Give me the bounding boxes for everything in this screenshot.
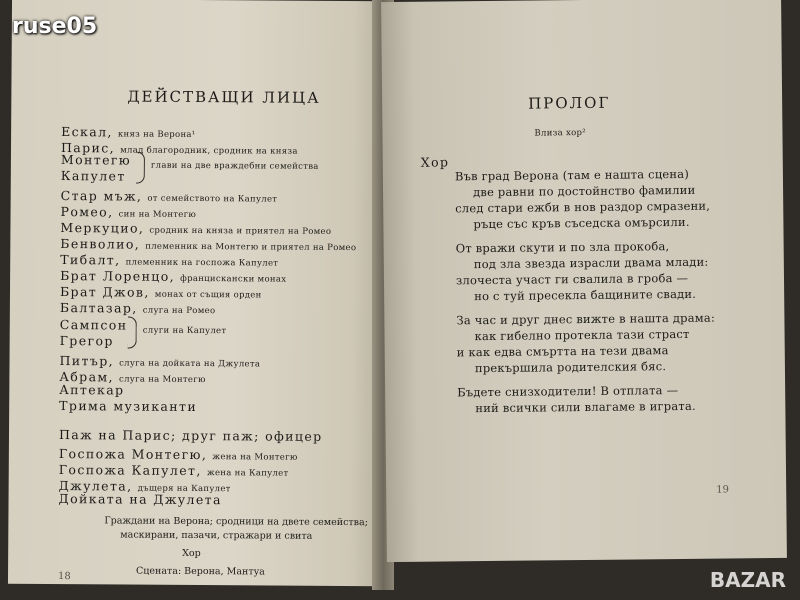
citizens-line: маскирани, пазачи, стражари и свита: [120, 529, 313, 542]
character-row: Аптекар: [59, 382, 125, 398]
verse-line: две равни по достойнство фамилии: [473, 182, 696, 200]
left-page: [8, 0, 384, 586]
character-row: Госпожа Монтегю, жена на Монтегю: [58, 446, 298, 463]
page-number-left: 18: [57, 571, 71, 583]
verse-line: злочеста участ ги свалила в гроба —: [455, 270, 689, 288]
verse-line: Във град Верона (там е нашта сцена): [454, 166, 690, 184]
character-row: Меркуцио, сродник на княза и приятел на Ромео: [60, 220, 332, 237]
right-page: [381, 0, 787, 562]
character-row: Капулет: [60, 168, 126, 184]
verse-line: От вражи скути и по зла прокоба,: [455, 239, 670, 256]
character-row: Питър, слуга на дойката на Джулета: [59, 353, 261, 370]
character-row: Дойката на Джулета: [58, 491, 222, 508]
brace-label-heads: глави на две враждебни семейства: [150, 160, 319, 172]
brace-servants: [128, 317, 137, 349]
character-row: Госпожа Капулет, жена на Капулет: [58, 462, 289, 479]
chorus-line: Хор: [182, 547, 201, 560]
verse-line: след стари ежби в нов раздор смразени,: [455, 198, 711, 216]
left-heading: ДЕЙСТВАЩИ ЛИЦА: [127, 87, 321, 107]
prologue-heading: ПРОЛОГ: [528, 93, 611, 113]
character-row: Брат Джов, монах от същия орден: [59, 284, 262, 301]
citizens-line: Граждани на Верона; сродници на двете семейства;: [104, 515, 368, 529]
verse-line: под зла звезда израсли двама млади:: [473, 254, 709, 272]
character-row: Парис, млад благородник, сродник на княза: [60, 140, 298, 157]
character-row: Стар мъж, от семейството на Капулет: [60, 188, 278, 205]
character-row: Ромео, син на Монтегю: [60, 204, 197, 220]
character-row: Абрам, слуга на Монтегю: [59, 369, 206, 386]
character-row: Монтегю: [60, 152, 132, 168]
character-row: Брат Лоренцо, францискански монах: [60, 268, 287, 285]
character-row: Тибалт, племенник на госпожа Капулет: [60, 252, 279, 269]
verse-line: ний всички сили влагаме в играта.: [475, 398, 696, 416]
character-row: Грегор: [59, 333, 114, 349]
verse-line: Бъдете снизходители! В отплата —: [457, 383, 679, 400]
character-row: Джулета, дъщеря на Капулет: [58, 478, 231, 495]
brace-heads: [136, 152, 145, 184]
verse-line: но с туй пресекла бащините свади.: [474, 286, 697, 304]
page-number-right: 19: [716, 484, 729, 496]
watermark-text: ruse05: [12, 14, 98, 39]
bazar-logo: BAZAR: [709, 568, 786, 592]
brace-label-servants: слуги на Капулет: [142, 325, 227, 337]
character-row: Ескал, княз на Верона¹: [61, 124, 196, 140]
verse-line: За час и друг днес вижте в нашта драма:: [456, 310, 716, 328]
verse-line: и как едва смъртта на тези двама: [456, 343, 669, 360]
verse-line: ръце със кръв съседска омърсили.: [473, 214, 690, 232]
character-row: Бенволио, племенник на Монтегю и приятел на Ромео: [60, 236, 357, 254]
verse-line: как гибелно протекла тази страст: [474, 326, 690, 344]
character-row: Трима музиканти: [59, 398, 198, 415]
character-row: Балтазар, слуга на Ромео: [59, 300, 216, 317]
character-row: Паж на Парис; друг паж; офицер: [58, 427, 323, 444]
speaker-label: Хор: [420, 154, 450, 170]
verse-line: прекършила родителския бяс.: [474, 359, 667, 376]
character-row: Сампсон: [59, 317, 128, 333]
stage-direction: Влиза хор²: [534, 127, 586, 139]
scene-line: Сцената: Верона, Мантуа: [136, 565, 265, 578]
